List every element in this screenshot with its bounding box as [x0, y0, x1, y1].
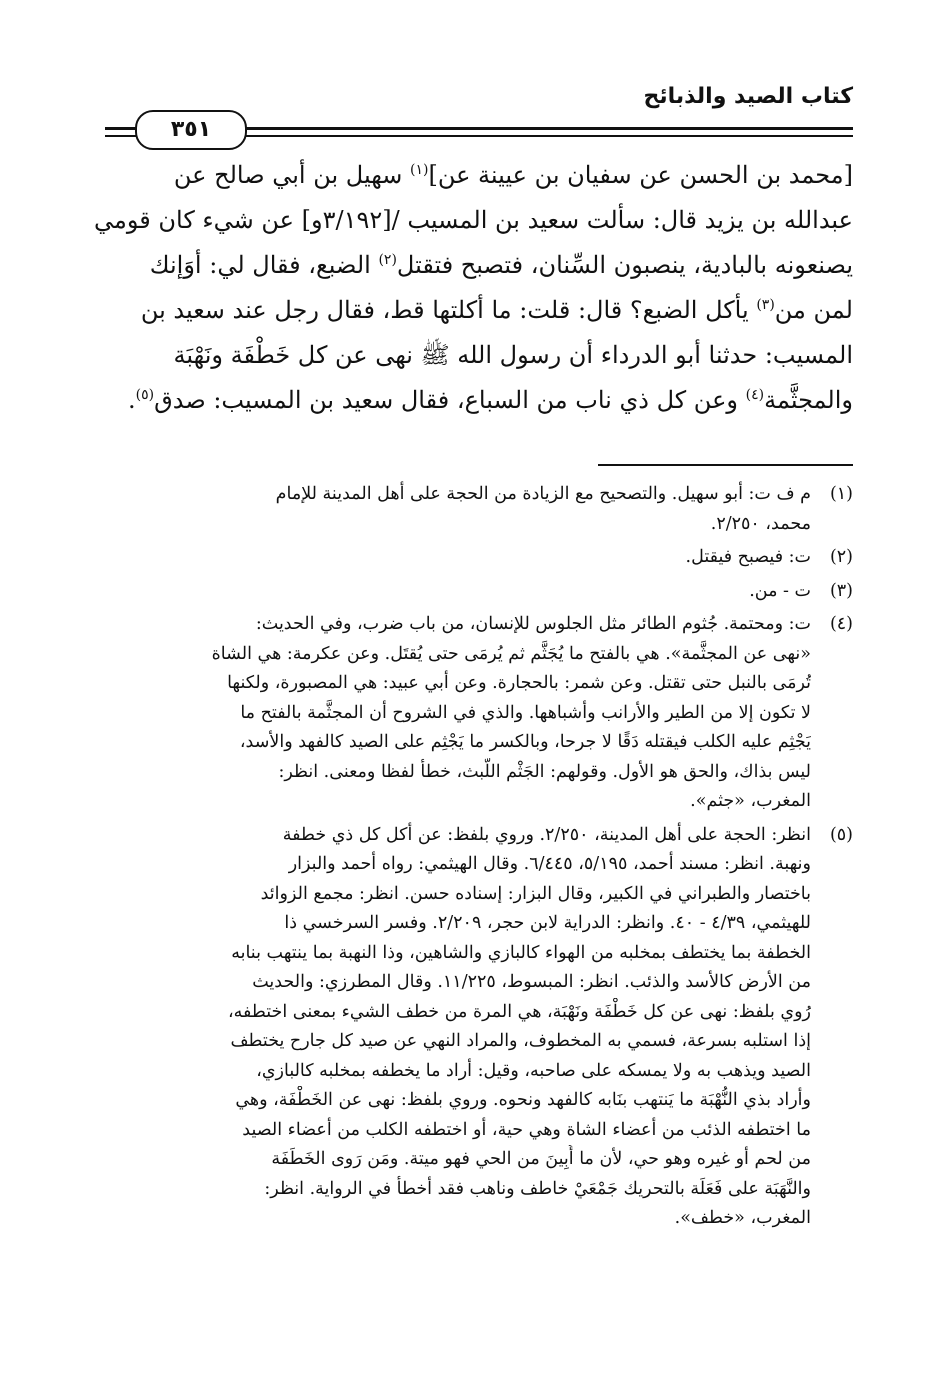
footnote-line: م ف ت: أبو سهيل. والتصحيح مع الزيادة من الحجة على أهل المدينة للإمام — [275, 484, 811, 504]
footnote-line: تُرمَى بالنبل حتى تقتل. وعن شمر: بالحجارة. وعن أبي عبيد: هي المصبورة، ولكنها — [227, 673, 811, 693]
book-title: كتاب الصيد والذبائح — [643, 84, 853, 109]
page-header — [105, 82, 853, 142]
footnote-line: باختصار والطبراني في الكبير، وقال البزار: إسناده حسن. انظر: مجمع الزوائد — [260, 883, 811, 904]
footnote-5 — [100, 821, 853, 1234]
main-line-1: [محمد بن الحسن عن سفيان بن عيينة عن]$^{(١)}$ سهيل بن أبي صالح عن — [173, 161, 853, 189]
footnote-line: «نهى عن المجثَّمة». هي بالفتح ما يُجَثَّم ثم يُرمَى حتى يُقتَل. وعن عكرمة: هي الشاة — [211, 643, 811, 664]
footnote-1 — [100, 480, 853, 539]
footnote-line: من الأرض كالأسد والذئب. انظر: المبسوط، ١١/٢٢٥. وقال المطرزي: والحديث — [252, 972, 811, 992]
footnote-ref-4: (٤) — [745, 387, 765, 403]
footnote-line: يَجْثِم عليه الكلب فيقتله دَقًا لا جرحا، وبالكسر ما يَجْثِم على الصيد كالفهد والأسد، — [239, 732, 811, 752]
footnote-number: (٤) — [829, 614, 853, 634]
footnote-line: المغرب، «جثم». — [690, 791, 811, 811]
main-line-4: لمن من$^{(٣)}$ يأكل الضبع؟ قال: قلت: ما أكلتها قط، فقال رجل عند سعيد بن — [140, 296, 853, 324]
footnote-line: للهيثمي، ٤/٣٩ - ٤٠. وانظر: الدراية لابن حجر، ٢/٢٠٩. وفسر السرخسي ذا — [284, 913, 811, 933]
footnote-line: الصيد ويذهب به ولا يمسكه على صاحبه، وقيل: أراد ما يخطفه بمخلبه كالبازي، — [256, 1060, 811, 1081]
footnote-number: (٣) — [829, 580, 853, 601]
footnote-ref-1: (١) — [410, 162, 429, 178]
page-number: ٣٥١ — [135, 110, 247, 150]
footnote-line: الخطفة بما يختطف بمخلبه من الهواء كالبازي والشاهين، وذا النهبة بما ينتهب بنابه — [231, 942, 811, 963]
footnote-line: انظر: الحجة على أهل المدينة، ٢/٢٥٠. وروي بلفظ: عن أكل كل ذي خطفة — [282, 824, 811, 845]
footnote-ref-5: (٥) — [135, 387, 155, 403]
footnote-ref-3: (٣) — [756, 297, 775, 313]
main-line-5: المسيب: حدثنا أبو الدرداء أن رسول الله ﷺ نهى عن كل خَطْفَة ونَهْبَة — [173, 341, 853, 369]
footnote-line: من لحم أو غيره وهو حي، لأن ما أُبِينَ من الحي فهو ميتة. ومَن رَوى الخَطَفَة — [271, 1149, 811, 1169]
footnote-4 — [100, 610, 853, 817]
footnote-body — [100, 610, 811, 817]
footnote-body — [100, 577, 811, 607]
footnote-line: والنَّهَبَة على فَعَلَة بالتحريك جَمْعَيْ خاطف وناهب فقد أخطأ في الرواية. انظر: — [264, 1178, 811, 1199]
footnote-body — [100, 821, 811, 1234]
footnote-line: محمد، ٢/٢٥٠. — [710, 513, 811, 534]
footnote-line: ليس بذاك، والحق هو الأول. وقولهم: الجَثْم اللَّبث، خطأ لفظا ومعنى. انظر: — [278, 761, 811, 782]
footnote-line: ت - من. — [749, 580, 811, 601]
footnote-line: وأراد بذي النُّهْبَة ما يَنتهب بنَابه كالفهد ونحوه. وروي بلفظ: نهى عن الخَطْفَة، وهي — [235, 1090, 811, 1110]
footnote-body — [100, 543, 811, 573]
footnote-number: (٥) — [829, 824, 853, 845]
footnotes — [100, 480, 853, 1238]
footnote-line: ونهبة. انظر: مسند أحمد، ٥/١٩٥، ٦/٤٤٥. وقال الهيثمي: رواه أحمد والبزار — [288, 854, 811, 874]
footnote-2 — [100, 543, 853, 573]
footnote-number: (١) — [829, 484, 853, 504]
footnote-line: لا تكون إلا من الطير والأرانب وأشباهها. والذي في الشروح أن المجثَّمة بالفتح ما — [240, 702, 811, 723]
main-line-3: يصنعونه بالبادية، ينصبون السِّنان، فتصبح فتقتل$^{(٢)}$ الضبع، فقال لي: أوَإنك — [149, 251, 853, 279]
footnote-separator — [598, 464, 853, 466]
footnote-line: المغرب، «خطف». — [674, 1208, 811, 1228]
footnote-line: إذا استلبه بسرعة، فسمي به المخطوف، والمراد النهي عن صيد كل جارح يختطف — [230, 1031, 811, 1051]
main-line-2: عبدالله بن يزيد قال: سألت سعيد بن المسيب /[٣/١٩٢و] عن شيء كان قومي — [94, 206, 853, 234]
footnote-line: ت: فيصبح فيقتل. — [685, 547, 811, 567]
footnote-line: رُوي بلفظ: نهى عن كل خَطْفَة ونَهْبَة، هي المرة من خطف الشيء بمعنى اختطفه، — [228, 1001, 811, 1022]
footnote-line: ما اختطفه الذئب من أعضاء الشاة وهي حية، أو اختطفه الكلب من أعضاء الصيد — [242, 1119, 811, 1140]
footnote-3 — [100, 577, 853, 607]
main-line-6: والمجثَّمة$^{(٤)}$ وعن كل ذي ناب من السباع، فقال سعيد بن المسيب: صدق$^{(٥)}$. — [128, 386, 853, 414]
footnote-body — [100, 480, 811, 539]
main-text — [94, 153, 853, 423]
footnote-ref-2: (٢) — [378, 252, 397, 268]
footnote-number: (٢) — [829, 547, 853, 567]
footnote-line: ت: ومحتمة. جُثوم الطائر مثل الجلوس للإنسان، من باب ضرب، وفي الحديث: — [255, 614, 811, 634]
